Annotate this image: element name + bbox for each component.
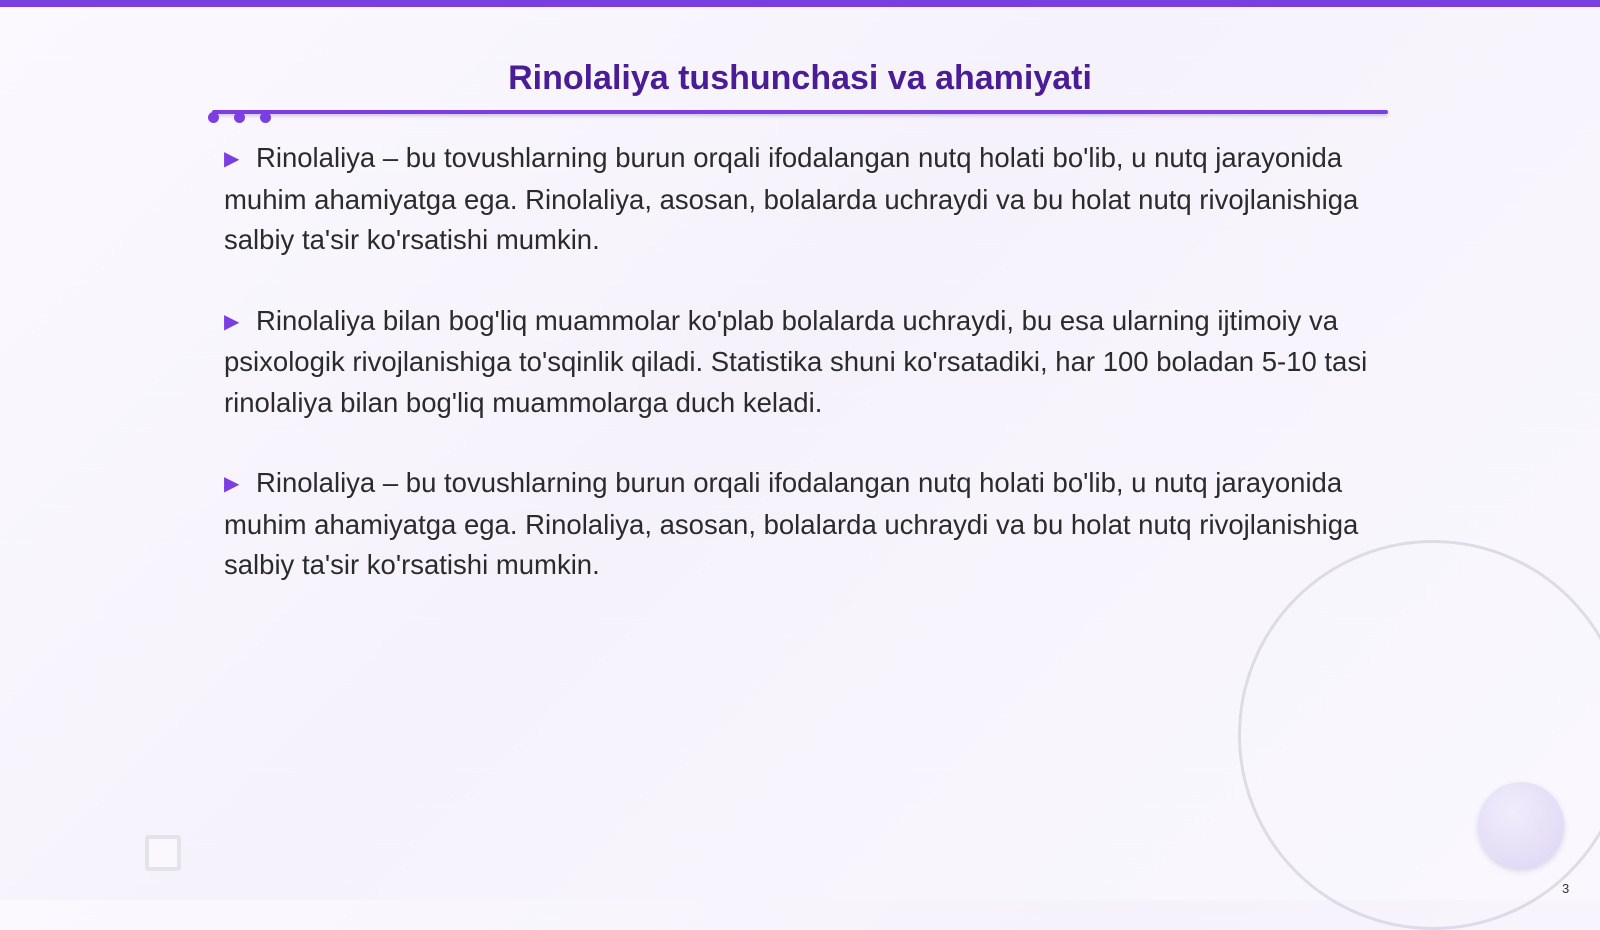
triangle-right-icon: ▶ xyxy=(224,148,240,170)
triangle-right-icon: ▶ xyxy=(224,473,240,495)
slide-title: Rinolaliya tushunchasi va ahamiyati xyxy=(508,59,1092,97)
bullet-paragraph xyxy=(224,463,1384,586)
paragraph-text: Rinolaliya – bu tovushlarning burun orqali ifodalangan nutq holati bo'lib, u nutq jarayonida muhim ahamiyatga ega. Rinolaliya, asosan, bolalarda uchraydi va bu holat nutq rivojlanishiga salbiy ta'sir ko'rsatishi mumkin. xyxy=(224,467,1359,580)
paragraph-text: Rinolaliya bilan bog'liq muammolar ko'plab bolalarda uchraydi, bu esa ularning ijtimoiy va psixologik rivojlanishiga to'sqinlik qiladi. Statistika shuni ko'rsatadiki, har 100 boladan 5-10 tasi rinolaliya bilan bog'liq muammolarga duch keladi. xyxy=(224,304,1368,418)
paragraph-text: Rinolaliya – bu tovushlarning burun orqali ifodalangan nutq holati bo'lib, u nutq jarayonida muhim ahamiyatga ega. Rinolaliya, asosan, bolalarda uchraydi va bu holat nutq rivojlanishiga salbiy ta'sir ko'rsatishi mumkin. xyxy=(224,142,1359,255)
triangle-right-icon: ▶ xyxy=(224,310,240,333)
page-number: 3 xyxy=(1562,881,1570,896)
underline-dot xyxy=(208,112,219,123)
decorative-circle xyxy=(1478,782,1564,868)
bullet-paragraph xyxy=(224,301,1384,424)
decorative-ring xyxy=(1238,540,1600,930)
slide-body xyxy=(224,138,1384,626)
bullet-paragraph xyxy=(224,138,1384,261)
underline-dot xyxy=(260,112,271,123)
title-underline xyxy=(212,110,1388,114)
decorative-square xyxy=(145,835,181,871)
top-accent-bar xyxy=(0,0,1600,7)
underline-dot xyxy=(234,112,245,123)
